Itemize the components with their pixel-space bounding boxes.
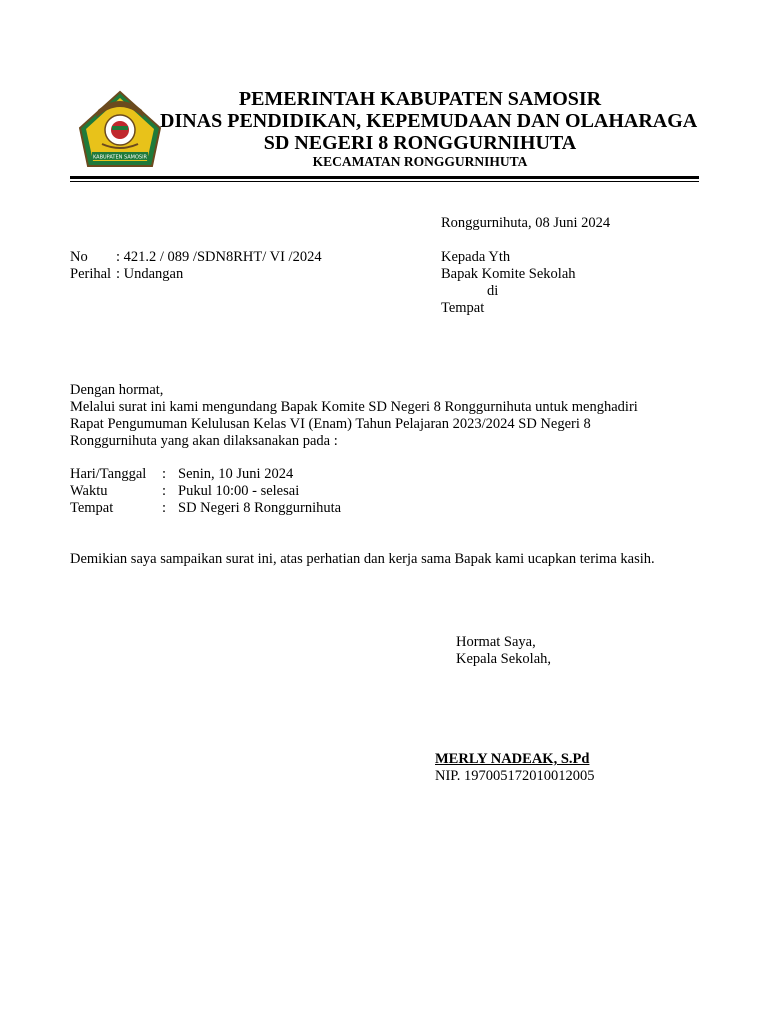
letterhead-rule-thick — [70, 176, 699, 179]
header-school: SD NEGERI 8 RONGGURNIHUTA — [263, 132, 577, 154]
perihal-label: Perihal — [70, 266, 112, 282]
header-district: KECAMATAN RONGGURNIHUTA — [312, 154, 528, 169]
header-government: PEMERINTAH KABUPATEN SAMOSIR — [238, 88, 602, 110]
header-department: DINAS PENDIDIKAN, KEPEMUDAAN DAN OLAHARAGA — [160, 110, 698, 132]
detail-value: Senin, 10 Juni 2024 — [178, 466, 294, 482]
greeting: Dengan hormat, — [70, 382, 164, 398]
detail-colon: : — [162, 483, 167, 499]
detail-label: Tempat — [70, 500, 114, 516]
recipient-line4: Tempat — [441, 300, 485, 316]
body-line2: Rapat Pengumuman Kelulusan Kelas VI (Enam) Tahun Pelajaran 2023/2024 SD Negeri 8 — [70, 416, 591, 432]
detail-label: Waktu — [70, 483, 108, 499]
body-line1: Melalui surat ini kami mengundang Bapak Komite SD Negeri 8 Ronggurnihuta untuk menghadiri — [70, 399, 638, 415]
no-value: : 421.2 / 089 /SDN8RHT/ VI /2024 — [116, 249, 322, 265]
letterhead-rule-thin — [70, 181, 699, 182]
recipient-line1: Kepada Yth — [441, 249, 511, 265]
regency-logo-icon — [72, 88, 168, 172]
no-label: No — [70, 249, 88, 265]
detail-colon: : — [162, 466, 167, 482]
detail-value: Pukul 10:00 - selesai — [178, 483, 300, 499]
signer-name: MERLY NADEAK, S.Pd — [435, 751, 590, 767]
recipient-line3: di — [487, 283, 499, 299]
detail-label: Hari/Tanggal — [70, 466, 147, 482]
signer-nip: NIP. 197005172010012005 — [435, 768, 595, 784]
perihal-value: : Undangan — [116, 266, 184, 282]
logo-text: KABUPATEN SAMOSIR — [92, 154, 148, 161]
signer-position: Kepala Sekolah, — [456, 651, 552, 667]
body-line3: Ronggurnihuta yang akan dilaksanakan pada : — [70, 433, 338, 449]
regards: Hormat Saya, — [456, 634, 536, 650]
closing-text: Demikian saya sampaikan surat ini, atas perhatian dan kerja sama Bapak kami ucapkan terima kasih. — [70, 551, 655, 567]
recipient-line2: Bapak Komite Sekolah — [441, 266, 576, 282]
place-date: Ronggurnihuta, 08 Juni 2024 — [441, 215, 611, 231]
detail-colon: : — [162, 500, 167, 516]
detail-value: SD Negeri 8 Ronggurnihuta — [178, 500, 342, 516]
